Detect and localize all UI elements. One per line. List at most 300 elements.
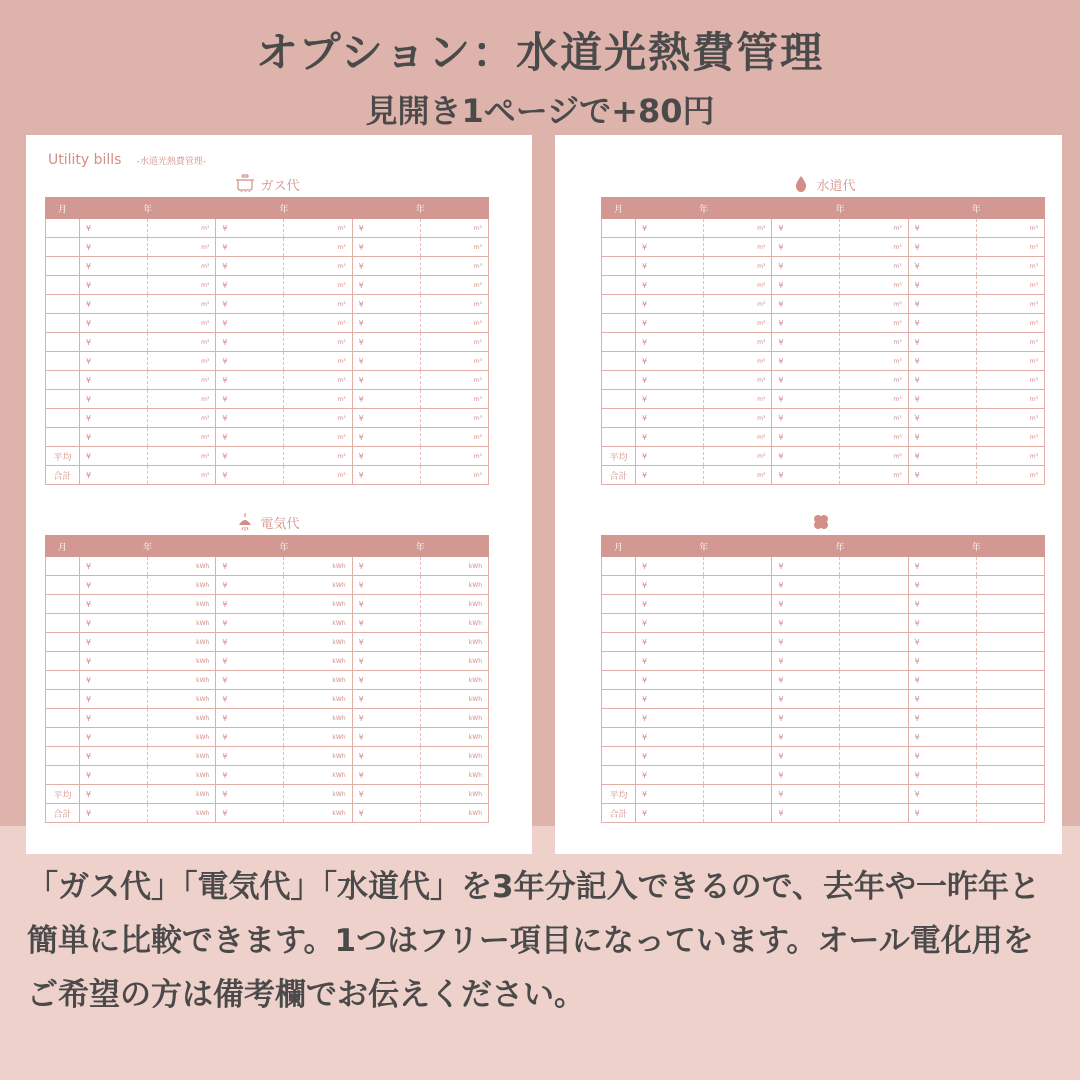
- water-section: [601, 173, 1045, 503]
- month-cell: [46, 652, 80, 671]
- amount-cell: ¥: [80, 671, 148, 690]
- amount-cell: ¥: [772, 709, 840, 728]
- usage-cell: m³: [148, 276, 216, 295]
- usage-cell: m³: [284, 257, 352, 276]
- usage-cell: m³: [840, 352, 908, 371]
- usage-cell: kWh: [148, 785, 216, 804]
- month-cell: [46, 428, 80, 447]
- usage-cell: m³: [840, 238, 908, 257]
- amount-cell: ¥: [216, 614, 284, 633]
- usage-cell: m³: [976, 276, 1044, 295]
- usage-cell: m³: [284, 371, 352, 390]
- page-header-jp: -水道光熱費管理-: [136, 157, 207, 167]
- amount-cell: ¥: [352, 219, 420, 238]
- table-row: [602, 371, 1045, 390]
- amount-cell: ¥: [908, 219, 976, 238]
- amount-cell: ¥: [216, 766, 284, 785]
- usage-cell: [704, 595, 772, 614]
- amount-cell: ¥: [80, 690, 148, 709]
- table-row: [602, 390, 1045, 409]
- table-row: [602, 466, 1045, 485]
- amount-cell: ¥: [908, 576, 976, 595]
- table-row: [46, 690, 489, 709]
- amount-cell: ¥: [216, 576, 284, 595]
- usage-cell: [840, 728, 908, 747]
- month-cell: 平均: [46, 785, 80, 804]
- table-row: [602, 276, 1045, 295]
- usage-cell: [840, 576, 908, 595]
- table-row: [46, 447, 489, 466]
- amount-cell: ¥: [80, 352, 148, 371]
- amount-cell: ¥: [80, 614, 148, 633]
- usage-cell: m³: [148, 352, 216, 371]
- month-cell: [46, 747, 80, 766]
- usage-cell: m³: [704, 314, 772, 333]
- usage-cell: [976, 633, 1044, 652]
- amount-cell: ¥: [772, 557, 840, 576]
- usage-cell: m³: [284, 333, 352, 352]
- table-row: [46, 595, 489, 614]
- amount-cell: ¥: [908, 747, 976, 766]
- usage-cell: m³: [284, 409, 352, 428]
- usage-cell: m³: [704, 409, 772, 428]
- usage-cell: m³: [840, 390, 908, 409]
- amount-cell: ¥: [772, 652, 840, 671]
- amount-cell: ¥: [908, 390, 976, 409]
- month-cell: [602, 409, 636, 428]
- table-row: [602, 709, 1045, 728]
- month-cell: [46, 557, 80, 576]
- usage-cell: m³: [284, 238, 352, 257]
- amount-cell: ¥: [80, 766, 148, 785]
- amount-cell: ¥: [352, 766, 420, 785]
- table-row: [46, 352, 489, 371]
- amount-cell: ¥: [636, 371, 704, 390]
- amount-cell: ¥: [772, 447, 840, 466]
- usage-cell: kWh: [420, 766, 488, 785]
- usage-cell: m³: [284, 219, 352, 238]
- month-cell: [46, 709, 80, 728]
- gas-section: [45, 173, 489, 503]
- usage-cell: m³: [840, 257, 908, 276]
- usage-cell: kWh: [148, 557, 216, 576]
- month-cell: [46, 576, 80, 595]
- amount-cell: ¥: [908, 409, 976, 428]
- amount-cell: ¥: [216, 709, 284, 728]
- amount-cell: ¥: [80, 747, 148, 766]
- usage-cell: kWh: [284, 576, 352, 595]
- usage-cell: kWh: [420, 576, 488, 595]
- usage-cell: [976, 728, 1044, 747]
- usage-cell: [840, 652, 908, 671]
- amount-cell: ¥: [772, 633, 840, 652]
- usage-cell: kWh: [420, 728, 488, 747]
- amount-cell: ¥: [772, 314, 840, 333]
- usage-cell: [840, 785, 908, 804]
- amount-cell: ¥: [216, 295, 284, 314]
- month-cell: [602, 371, 636, 390]
- usage-cell: [976, 804, 1044, 823]
- amount-cell: ¥: [908, 238, 976, 257]
- usage-cell: m³: [704, 447, 772, 466]
- month-cell: [602, 390, 636, 409]
- usage-cell: m³: [148, 371, 216, 390]
- amount-cell: ¥: [908, 785, 976, 804]
- usage-cell: m³: [976, 466, 1044, 485]
- usage-cell: kWh: [148, 766, 216, 785]
- amount-cell: ¥: [80, 390, 148, 409]
- table-row: [46, 804, 489, 823]
- amount-cell: ¥: [80, 238, 148, 257]
- table-row: [46, 371, 489, 390]
- year-header: 年: [772, 198, 908, 219]
- clover-icon: [810, 511, 832, 533]
- amount-cell: ¥: [772, 595, 840, 614]
- amount-cell: ¥: [80, 295, 148, 314]
- usage-cell: m³: [704, 276, 772, 295]
- table-row: [602, 295, 1045, 314]
- month-cell: [46, 333, 80, 352]
- table-header-row: [602, 536, 1045, 557]
- month-cell: [602, 314, 636, 333]
- usage-cell: kWh: [284, 557, 352, 576]
- amount-cell: ¥: [352, 785, 420, 804]
- amount-cell: ¥: [80, 709, 148, 728]
- amount-cell: ¥: [908, 295, 976, 314]
- page-header: [48, 149, 206, 168]
- section-label: 水道代: [816, 178, 856, 194]
- amount-cell: ¥: [772, 671, 840, 690]
- amount-cell: ¥: [80, 333, 148, 352]
- amount-cell: ¥: [908, 728, 976, 747]
- amount-cell: ¥: [636, 409, 704, 428]
- usage-cell: kWh: [148, 728, 216, 747]
- table-row: [602, 447, 1045, 466]
- amount-cell: ¥: [352, 371, 420, 390]
- amount-cell: ¥: [908, 276, 976, 295]
- usage-cell: kWh: [284, 671, 352, 690]
- table-row: [602, 333, 1045, 352]
- right-page: [555, 135, 1062, 854]
- amount-cell: ¥: [636, 219, 704, 238]
- usage-cell: m³: [148, 428, 216, 447]
- month-cell: [602, 333, 636, 352]
- amount-cell: ¥: [772, 390, 840, 409]
- usage-cell: kWh: [284, 804, 352, 823]
- usage-cell: m³: [976, 352, 1044, 371]
- amount-cell: ¥: [80, 447, 148, 466]
- month-cell: 合計: [602, 466, 636, 485]
- amount-cell: ¥: [636, 276, 704, 295]
- amount-cell: ¥: [908, 595, 976, 614]
- free-section: [601, 511, 1045, 841]
- usage-cell: [976, 614, 1044, 633]
- amount-cell: ¥: [216, 652, 284, 671]
- amount-cell: ¥: [80, 804, 148, 823]
- amount-cell: ¥: [772, 333, 840, 352]
- month-cell: [46, 352, 80, 371]
- amount-cell: ¥: [80, 219, 148, 238]
- table-row: [602, 690, 1045, 709]
- year-header: 年: [216, 536, 352, 557]
- amount-cell: ¥: [352, 747, 420, 766]
- amount-cell: ¥: [80, 314, 148, 333]
- table-row: [602, 576, 1045, 595]
- usage-cell: m³: [976, 428, 1044, 447]
- usage-cell: [976, 709, 1044, 728]
- amount-cell: ¥: [216, 219, 284, 238]
- usage-cell: m³: [148, 295, 216, 314]
- table-row: [46, 671, 489, 690]
- month-cell: [46, 633, 80, 652]
- amount-cell: ¥: [636, 466, 704, 485]
- amount-cell: ¥: [352, 333, 420, 352]
- month-cell: [46, 390, 80, 409]
- table-row: [602, 352, 1045, 371]
- amount-cell: ¥: [636, 447, 704, 466]
- usage-cell: kWh: [284, 595, 352, 614]
- amount-cell: ¥: [352, 595, 420, 614]
- month-header: 月: [46, 536, 80, 557]
- table-row: [46, 390, 489, 409]
- usage-cell: m³: [420, 371, 488, 390]
- amount-cell: ¥: [80, 576, 148, 595]
- amount-cell: ¥: [352, 409, 420, 428]
- amount-cell: ¥: [216, 428, 284, 447]
- amount-cell: ¥: [636, 671, 704, 690]
- amount-cell: ¥: [80, 276, 148, 295]
- usage-cell: [704, 671, 772, 690]
- amount-cell: ¥: [352, 804, 420, 823]
- usage-cell: m³: [420, 257, 488, 276]
- amount-cell: ¥: [908, 766, 976, 785]
- pot-icon: [234, 173, 256, 195]
- amount-cell: ¥: [772, 295, 840, 314]
- usage-cell: kWh: [284, 728, 352, 747]
- table-row: [46, 409, 489, 428]
- amount-cell: ¥: [352, 690, 420, 709]
- amount-cell: ¥: [908, 257, 976, 276]
- amount-cell: ¥: [636, 747, 704, 766]
- usage-cell: m³: [420, 409, 488, 428]
- month-cell: [46, 409, 80, 428]
- description-text: 「ガス代」「電気代」「水道代」を3年分記入できるので、去年や一昨年と簡単に比較できます。1つはフリー項目になっています。オール電化用をご希望の方は備考欄でお伝えください。: [27, 869, 1040, 1013]
- free-table: [601, 535, 1045, 823]
- usage-cell: m³: [284, 295, 352, 314]
- amount-cell: ¥: [80, 428, 148, 447]
- table-row: [46, 557, 489, 576]
- usage-cell: m³: [840, 333, 908, 352]
- gas-table: [45, 197, 489, 485]
- usage-cell: [704, 728, 772, 747]
- usage-cell: [704, 709, 772, 728]
- usage-cell: [976, 690, 1044, 709]
- amount-cell: ¥: [352, 257, 420, 276]
- month-cell: [602, 614, 636, 633]
- amount-cell: ¥: [216, 257, 284, 276]
- electricity-table: [45, 535, 489, 823]
- usage-cell: m³: [704, 295, 772, 314]
- amount-cell: ¥: [216, 633, 284, 652]
- table-row: [46, 633, 489, 652]
- usage-cell: [704, 633, 772, 652]
- amount-cell: ¥: [772, 614, 840, 633]
- month-cell: [602, 747, 636, 766]
- table-row: [602, 257, 1045, 276]
- month-cell: [602, 428, 636, 447]
- amount-cell: ¥: [908, 428, 976, 447]
- table-row: [602, 633, 1045, 652]
- year-header: 年: [352, 198, 488, 219]
- usage-cell: m³: [976, 238, 1044, 257]
- usage-cell: m³: [840, 219, 908, 238]
- section-label: ガス代: [260, 178, 300, 194]
- amount-cell: ¥: [636, 728, 704, 747]
- amount-cell: ¥: [908, 557, 976, 576]
- usage-cell: m³: [976, 219, 1044, 238]
- amount-cell: ¥: [636, 314, 704, 333]
- usage-cell: m³: [704, 371, 772, 390]
- amount-cell: ¥: [216, 785, 284, 804]
- month-cell: [46, 295, 80, 314]
- table-row: [46, 276, 489, 295]
- usage-cell: [976, 652, 1044, 671]
- amount-cell: ¥: [908, 333, 976, 352]
- usage-cell: kWh: [420, 652, 488, 671]
- table-row: [602, 728, 1045, 747]
- table-row: [602, 219, 1045, 238]
- usage-cell: kWh: [284, 709, 352, 728]
- month-cell: [46, 728, 80, 747]
- month-cell: [602, 352, 636, 371]
- month-cell: [602, 276, 636, 295]
- amount-cell: ¥: [352, 466, 420, 485]
- month-cell: [46, 257, 80, 276]
- usage-cell: kWh: [420, 614, 488, 633]
- usage-cell: m³: [284, 390, 352, 409]
- table-row: [602, 314, 1045, 333]
- month-cell: [602, 728, 636, 747]
- amount-cell: ¥: [772, 766, 840, 785]
- usage-cell: kWh: [148, 709, 216, 728]
- year-header: 年: [80, 536, 216, 557]
- usage-cell: m³: [420, 219, 488, 238]
- amount-cell: ¥: [636, 428, 704, 447]
- year-header: 年: [80, 198, 216, 219]
- amount-cell: ¥: [352, 728, 420, 747]
- usage-cell: kWh: [148, 671, 216, 690]
- usage-cell: m³: [420, 352, 488, 371]
- usage-cell: m³: [704, 257, 772, 276]
- table-row: [602, 804, 1045, 823]
- amount-cell: ¥: [636, 333, 704, 352]
- amount-cell: ¥: [216, 671, 284, 690]
- amount-cell: ¥: [352, 352, 420, 371]
- usage-cell: kWh: [420, 690, 488, 709]
- amount-cell: ¥: [908, 652, 976, 671]
- usage-cell: m³: [148, 219, 216, 238]
- usage-cell: [840, 690, 908, 709]
- amount-cell: ¥: [352, 557, 420, 576]
- table-row: [46, 238, 489, 257]
- table-row: [46, 614, 489, 633]
- amount-cell: ¥: [636, 690, 704, 709]
- month-cell: [602, 576, 636, 595]
- year-header: 年: [352, 536, 488, 557]
- usage-cell: [840, 633, 908, 652]
- month-cell: 平均: [46, 447, 80, 466]
- amount-cell: ¥: [216, 333, 284, 352]
- month-cell: [46, 371, 80, 390]
- amount-cell: ¥: [908, 466, 976, 485]
- usage-cell: m³: [148, 390, 216, 409]
- usage-cell: m³: [420, 447, 488, 466]
- usage-cell: m³: [704, 219, 772, 238]
- usage-cell: [840, 747, 908, 766]
- section-title: [45, 511, 489, 533]
- usage-cell: m³: [976, 409, 1044, 428]
- table-header-row: [46, 536, 489, 557]
- month-cell: 合計: [46, 804, 80, 823]
- usage-cell: kWh: [148, 633, 216, 652]
- page-title: オプション：水道光熱費管理: [255, 28, 825, 77]
- table-row: [602, 428, 1045, 447]
- usage-cell: m³: [420, 314, 488, 333]
- amount-cell: ¥: [772, 238, 840, 257]
- amount-cell: ¥: [772, 466, 840, 485]
- amount-cell: ¥: [216, 747, 284, 766]
- amount-cell: ¥: [636, 576, 704, 595]
- lamp-icon: [234, 511, 256, 533]
- amount-cell: ¥: [636, 257, 704, 276]
- amount-cell: ¥: [352, 447, 420, 466]
- amount-cell: ¥: [80, 371, 148, 390]
- usage-cell: m³: [148, 257, 216, 276]
- month-cell: [602, 671, 636, 690]
- usage-cell: m³: [420, 276, 488, 295]
- amount-cell: ¥: [216, 238, 284, 257]
- amount-cell: ¥: [80, 595, 148, 614]
- water-table: [601, 197, 1045, 485]
- table-row: [46, 766, 489, 785]
- amount-cell: ¥: [908, 709, 976, 728]
- month-cell: [46, 238, 80, 257]
- usage-cell: kWh: [148, 595, 216, 614]
- month-cell: [602, 690, 636, 709]
- usage-cell: kWh: [420, 595, 488, 614]
- month-cell: [602, 557, 636, 576]
- table-row: [602, 614, 1045, 633]
- usage-cell: [704, 766, 772, 785]
- usage-cell: kWh: [284, 652, 352, 671]
- amount-cell: ¥: [216, 804, 284, 823]
- amount-cell: ¥: [636, 238, 704, 257]
- year-header: 年: [772, 536, 908, 557]
- table-row: [46, 333, 489, 352]
- month-cell: [602, 219, 636, 238]
- usage-cell: kWh: [420, 671, 488, 690]
- usage-cell: kWh: [148, 652, 216, 671]
- amount-cell: ¥: [772, 219, 840, 238]
- usage-cell: m³: [840, 371, 908, 390]
- amount-cell: ¥: [772, 804, 840, 823]
- usage-cell: m³: [704, 390, 772, 409]
- usage-cell: m³: [284, 352, 352, 371]
- usage-cell: m³: [840, 447, 908, 466]
- usage-cell: m³: [840, 314, 908, 333]
- usage-cell: kWh: [148, 690, 216, 709]
- amount-cell: ¥: [352, 709, 420, 728]
